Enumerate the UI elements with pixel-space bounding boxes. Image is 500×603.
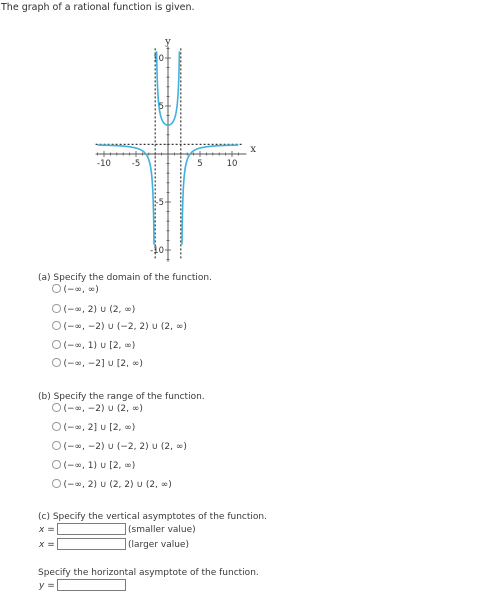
option-label: (−∞, ∞)	[63, 285, 99, 295]
radio-button[interactable]	[52, 340, 61, 349]
option-label: (−∞, 1) ∪ [2, ∞)	[63, 461, 136, 471]
option-label: (−∞, 2] ∪ [2, ∞)	[63, 423, 136, 433]
x-tick-label: -5	[131, 159, 141, 169]
x-tick-label: 5	[197, 159, 203, 169]
domain-option-3[interactable]	[52, 321, 187, 333]
option-label: (−∞, −2) ∪ (2, ∞)	[63, 404, 143, 414]
x-tick-label: -10	[97, 159, 111, 169]
y-variable-label: y =	[39, 581, 55, 591]
x-variable-label: x =	[39, 540, 55, 550]
horizontal-asymptote-question: Specify the horizontal asymptote of the function.	[38, 568, 259, 578]
option-label: (−∞, 2) ∪ (2, 2) ∪ (2, ∞)	[63, 480, 172, 490]
y-tick-label: 5	[158, 102, 164, 112]
larger-value-hint: (larger value)	[128, 540, 189, 550]
option-label: (−∞, 2) ∪ (2, ∞)	[63, 305, 136, 315]
vertical-asymptote-question: (c) Specify the vertical asymptotes of the function.	[38, 512, 267, 522]
larger-asymptote-row	[39, 539, 189, 552]
option-label: (−∞, −2] ∪ [2, ∞)	[63, 359, 143, 369]
horizontal-asymptote-section	[38, 568, 259, 591]
problem-intro: The graph of a rational function is given.	[1, 2, 195, 13]
x-tick-label: 10	[226, 159, 238, 169]
domain-option-4[interactable]	[52, 340, 135, 352]
x-variable-label: x =	[39, 525, 55, 535]
domain-option-2[interactable]	[52, 304, 135, 316]
x-axis-label: x	[250, 144, 257, 155]
y-tick-label: -5	[155, 198, 164, 208]
radio-button[interactable]	[52, 441, 61, 450]
radio-button[interactable]	[52, 403, 61, 412]
horizontal-asymptote-row	[39, 580, 126, 593]
y-axis-label: y	[165, 36, 171, 48]
radio-button[interactable]	[52, 304, 61, 313]
radio-button[interactable]	[52, 321, 61, 330]
larger-asymptote-input[interactable]	[57, 538, 126, 550]
smaller-asymptote-row	[39, 524, 196, 537]
range-option-4[interactable]	[52, 460, 135, 472]
domain-option-5[interactable]	[52, 358, 143, 370]
option-label: (−∞, −2) ∪ (−2, 2) ∪ (2, ∞)	[63, 442, 187, 452]
smaller-value-hint: (smaller value)	[128, 525, 196, 535]
radio-button[interactable]	[52, 284, 61, 293]
y-tick-label: -10	[150, 246, 164, 256]
domain-option-1[interactable]	[52, 284, 99, 296]
radio-button[interactable]	[52, 460, 61, 469]
domain-question-text: (a) Specify the domain of the function.	[38, 273, 212, 283]
range-question-text: (b) Specify the range of the function.	[38, 392, 205, 402]
horizontal-asymptote-input[interactable]	[57, 579, 126, 591]
range-option-3[interactable]	[52, 441, 187, 453]
y-tick-label: 10	[153, 54, 164, 64]
range-option-5[interactable]	[52, 479, 172, 491]
asymptote-section	[38, 512, 267, 550]
smaller-asymptote-input[interactable]	[57, 523, 126, 535]
option-label: (−∞, −2) ∪ (−2, 2) ∪ (2, ∞)	[63, 322, 187, 332]
option-label: (−∞, 1) ∪ [2, ∞)	[63, 341, 136, 351]
rational-function-graph	[58, 18, 298, 270]
range-option-1[interactable]	[52, 403, 143, 415]
range-option-2[interactable]	[52, 422, 135, 434]
radio-button[interactable]	[52, 479, 61, 488]
domain-question	[38, 273, 212, 283]
range-question	[38, 392, 205, 402]
radio-button[interactable]	[52, 422, 61, 431]
radio-button[interactable]	[52, 358, 61, 367]
